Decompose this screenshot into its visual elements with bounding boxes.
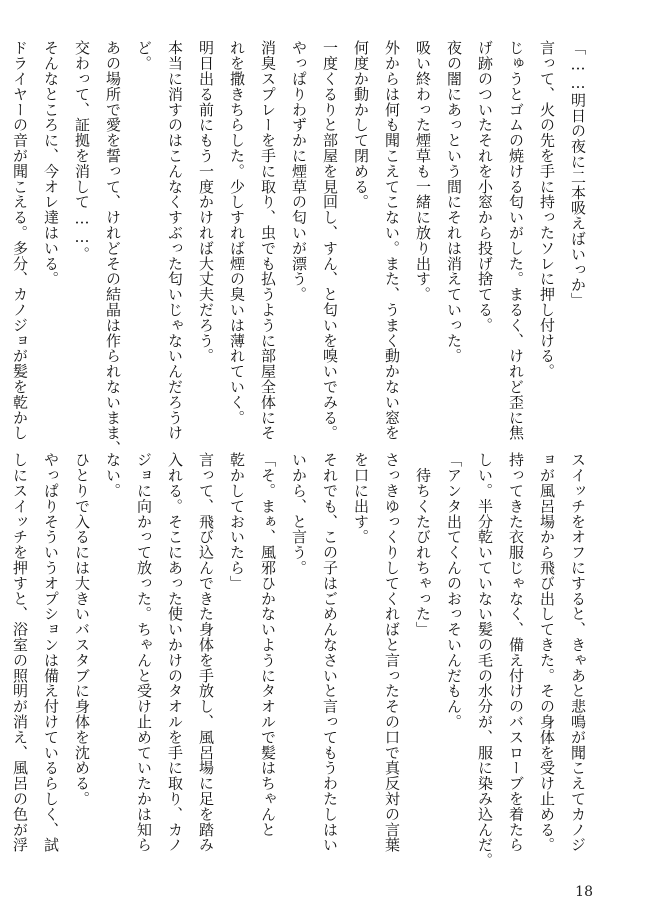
text-line: 入れる。そこにあった使いかけのタオルを手に取り、カノ xyxy=(166,452,184,853)
page-number: 18 xyxy=(575,884,593,900)
text-line: 明日出る前にもう一度かければ大丈夫だろう。 xyxy=(197,40,215,364)
text-line: 待ちくたびれちゃった」 xyxy=(414,452,432,637)
text-line: やっぱりわずかに煙草の匂いが漂う。 xyxy=(290,40,308,302)
text-line: 消臭スプレーを手に取り、虫でも払うように部屋全体にそ xyxy=(259,40,277,441)
text-line: じゅうとゴムの焼ける匂いがした。まるく、けれど歪に焦 xyxy=(507,40,525,441)
text-line: 交わって、証拠を消して……。 xyxy=(73,40,91,262)
text-line: 乾かしておいたら」 xyxy=(228,452,246,591)
text-line: 外からは何も聞こえてこない。また、うまく動かない窓を xyxy=(383,40,401,441)
text-line: それでも、この子はごめんなさいと言ってもうわたしはい xyxy=(321,452,339,853)
text-line: スイッチをオフにすると、きゃあと悲鳴が聞こえてカノジ xyxy=(569,452,587,853)
text-line: 言って、飛び込んできた身体を手放し、風呂場に足を踏み xyxy=(197,452,215,853)
text-line: ョが風呂場から飛び出してきた。その身体を受け止める。 xyxy=(538,452,556,853)
text-line: 「そ。まぁ、風邪ひかないようにタオルで髪はちゃんと xyxy=(259,452,277,837)
top-text-block xyxy=(11,40,593,456)
text-line: やっぱりそういうオプションは備え付けているらしく、試 xyxy=(42,452,60,853)
text-line: いから、と言う。 xyxy=(290,452,308,576)
text-line: あの場所で愛を誓って、けれどその結晶は作られないまま、 xyxy=(104,40,122,456)
text-line: 何度か動かして閉める。 xyxy=(352,40,370,210)
text-line: を口に出す。 xyxy=(352,452,370,545)
text-line: ジョに向かって放った。ちゃんと受け止めていたかは知ら xyxy=(135,452,153,853)
text-line: ど。 xyxy=(135,40,153,71)
bottom-text-block xyxy=(11,452,593,868)
text-line: しにスイッチを押すと、浴室の照明が消え、風呂の色が浮 xyxy=(11,452,29,853)
text-line: 「……明日の夜に二本吸えばいっか」 xyxy=(569,40,587,308)
text-line: 持ってきた衣服じゃなく、備え付けのバスローブを着たら xyxy=(507,452,525,853)
text-line xyxy=(0,40,4,418)
text-line: れを撒きちらした。少しすれば煙の臭いは薄れていく。 xyxy=(228,40,246,425)
text-line: 本当に消すのはこんなくすぶった匂いじゃないんだろうけ xyxy=(166,40,184,441)
text-line: 「アンタ出てくんのおっそいんだもん。 xyxy=(445,452,463,730)
text-line: 吸い終わった煙草も一緒に放り出す。 xyxy=(414,40,432,302)
text-line: 一度くるりと部屋を見回し、すん、と匂いを嗅いでみる。 xyxy=(321,40,339,441)
text-line: 言って、火の先を手に持ったソレに押し付ける。 xyxy=(538,40,556,379)
text-line: げ跡のついたそれを小窓から投げ捨てる。 xyxy=(476,40,494,333)
text-line: そんなところに、今オレ達はいる。 xyxy=(42,40,60,287)
text-line: さっきゆっくりしてくればと言ったその口で真反対の言葉 xyxy=(383,452,401,853)
text-line: 夜の闇にあっという間にそれは消えていった。 xyxy=(445,40,463,364)
text-line: ドライヤーの音が聞こえる。多分、カノジョが髪を乾かし xyxy=(11,40,29,441)
text-line: ひとりで入るには大きいバスタブに身体を沈める。 xyxy=(73,452,91,807)
text-line: しい。半分乾いていない髪の毛の水分が、服に染み込んだ。 xyxy=(476,452,494,868)
text-line: ない。 xyxy=(104,452,122,499)
